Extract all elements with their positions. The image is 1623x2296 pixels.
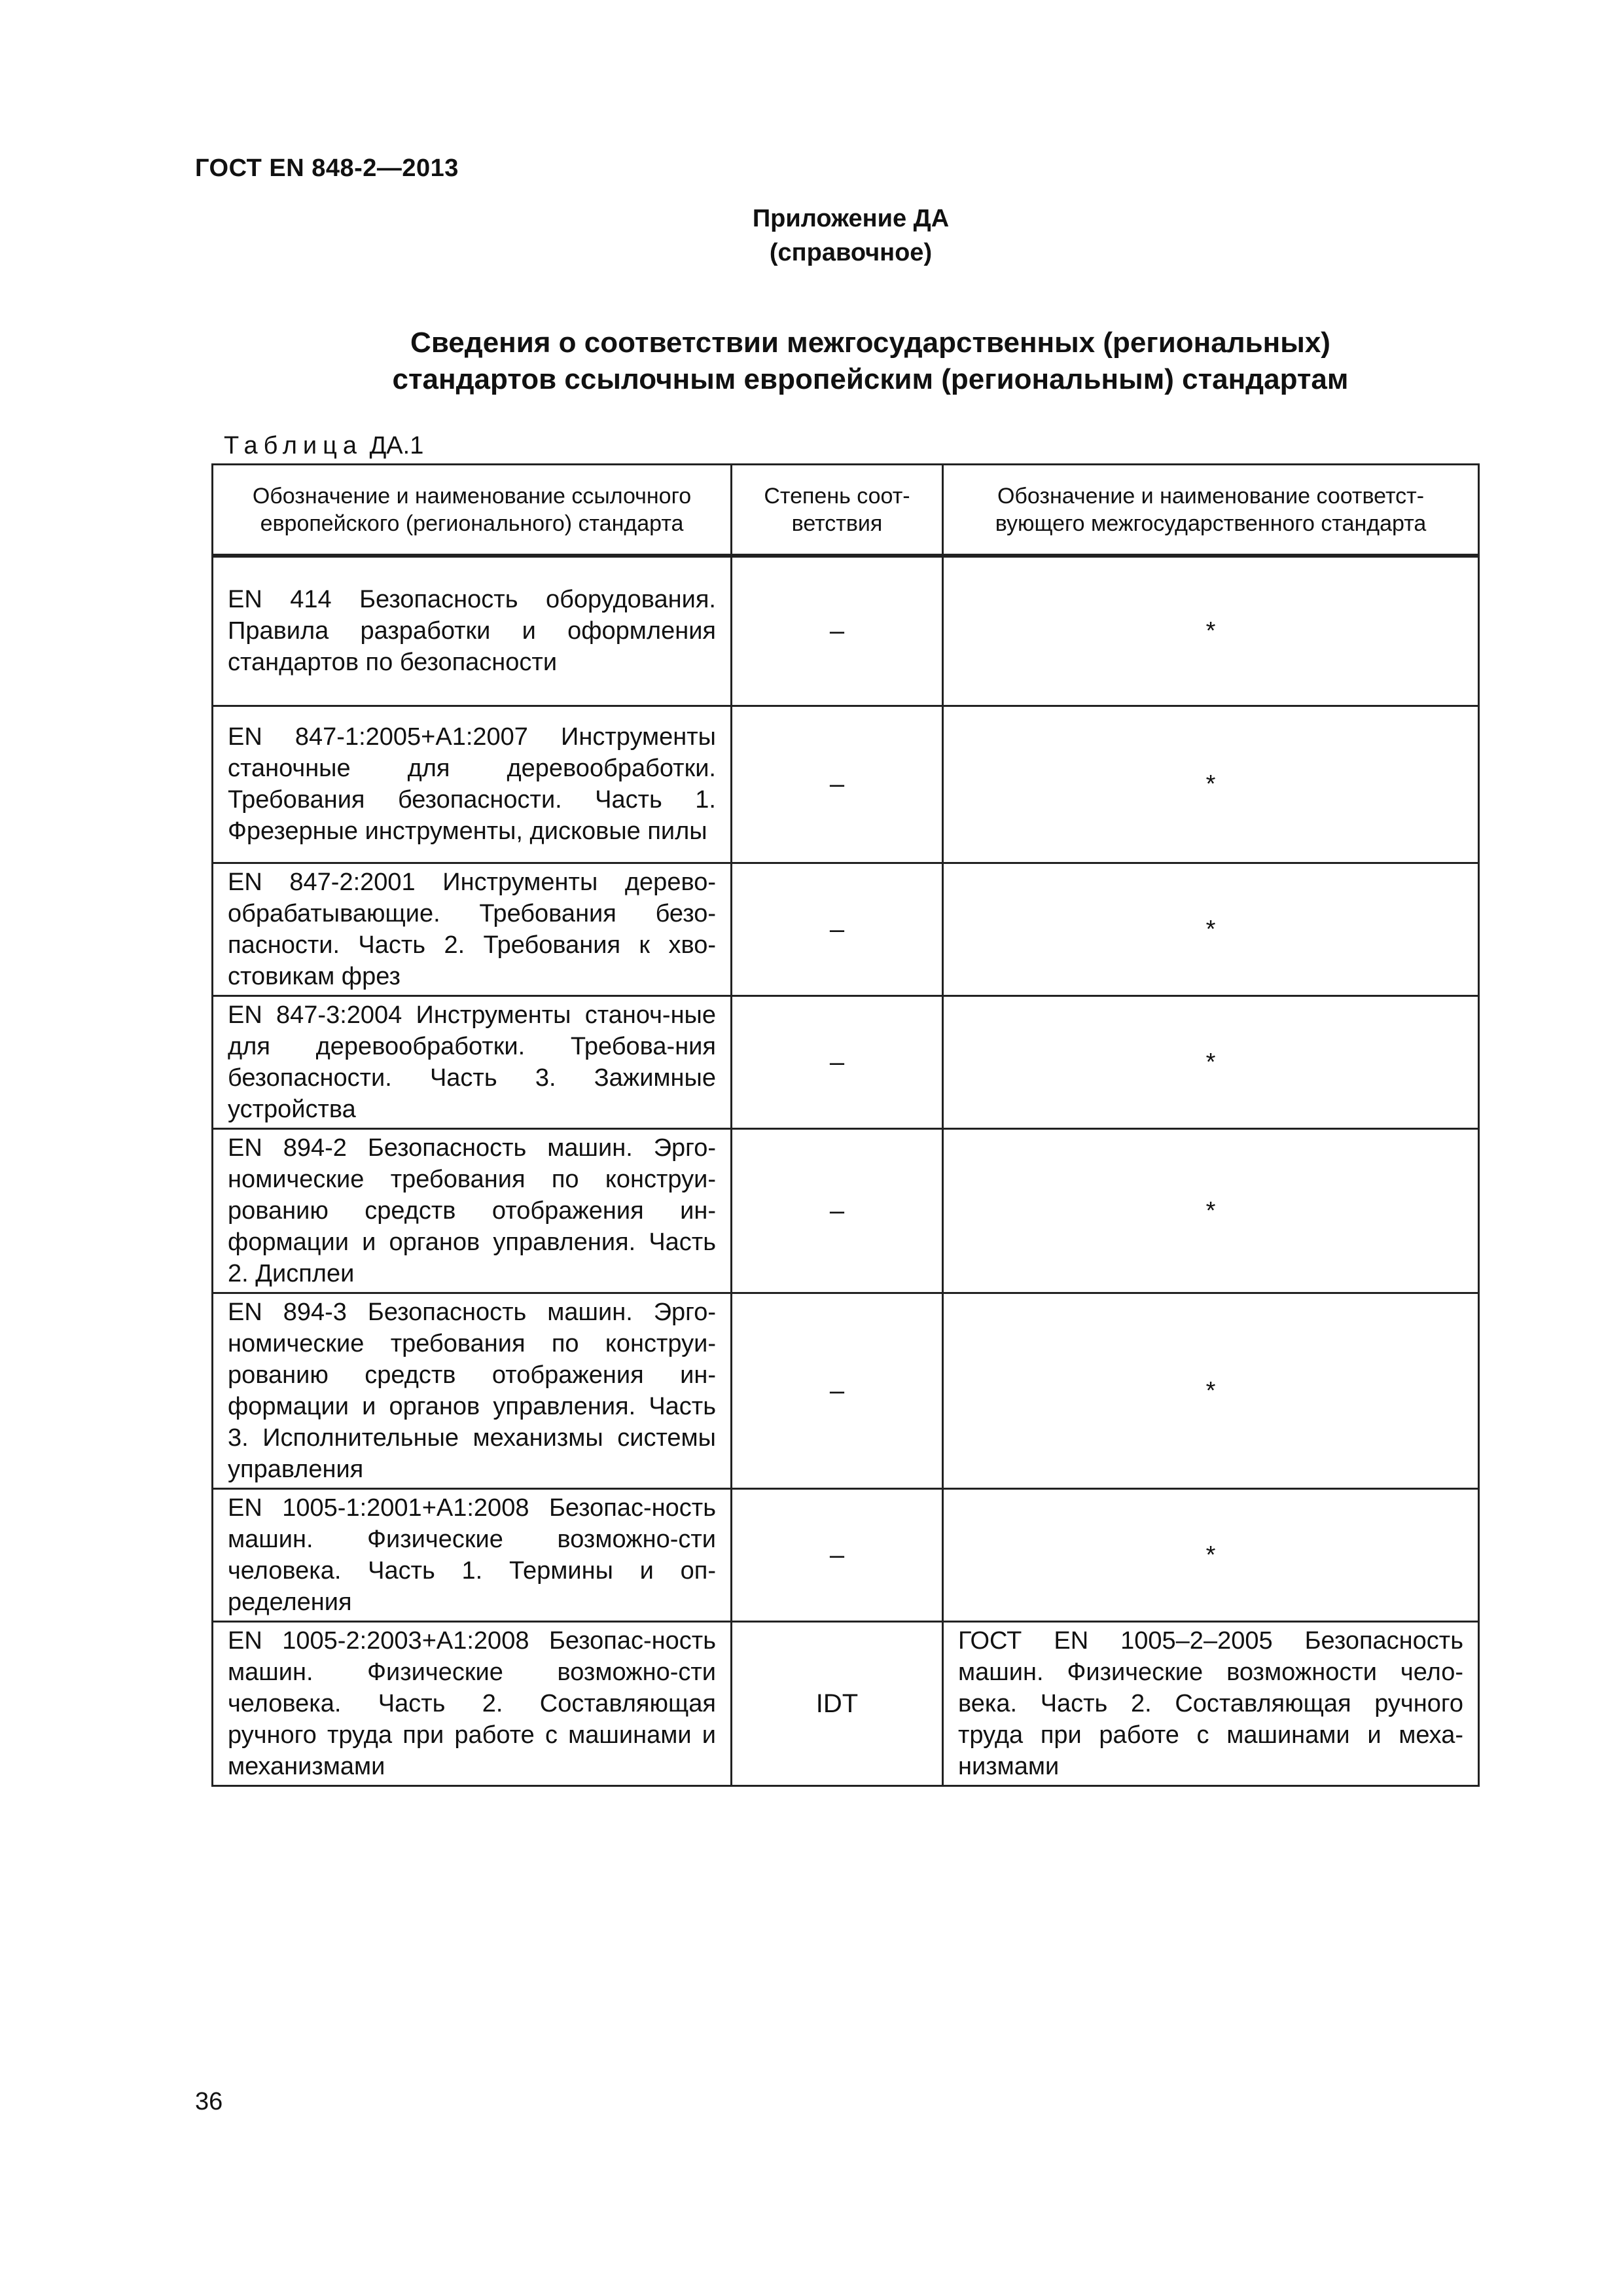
cell-degree: – [732,863,943,996]
appendix-title: Приложение ДА [752,205,950,232]
table-header-row [213,465,1479,556]
cell-degree: – [732,706,943,863]
table-row [213,1621,1479,1785]
cell-reference: EN 1005-2:2003+A1:2008 Безопас-ность машин. Физические возможно-сти человека. Часть 2. Составляющая ручного труда при работе с машинами и механизмами [213,1621,732,1785]
header-reference-standard: Обозначение и наименование ссылочного европейского (регионального) стандарта [213,465,732,556]
cell-degree: – [732,1488,943,1621]
cell-corresponding: * [943,1293,1479,1488]
cell-corresponding: * [943,706,1479,863]
section-heading [249,325,1492,398]
cell-reference: EN 894-3 Безопасность машин. Эрго-номические требования по конструи-рованию средств отображения ин-формации и органов управления. Часть 3. Исполнительные механизмы системы управления [213,1293,732,1488]
cell-degree: – [732,996,943,1128]
table-caption-id: ДА.1 [369,432,424,459]
cell-corresponding: * [943,556,1479,706]
table-row [213,556,1479,706]
cell-degree: – [732,1293,943,1488]
header-degree: Степень соот-ветствия [732,465,943,556]
table-row [213,1293,1479,1488]
cell-reference: EN 414 Безопасность оборудования. Правила разработки и оформления стандартов по безопасности [213,556,732,706]
cell-corresponding: * [943,1488,1479,1621]
cell-reference: EN 1005-1:2001+A1:2008 Безопас-ность машин. Физические возможно-сти человека. Часть 1. Термины и оп-ределения [213,1488,732,1621]
table-row [213,706,1479,863]
table-caption-word: Таблица [224,432,363,459]
heading-line-1: Сведения о соответствии межгосударственных (региональных) [410,327,1330,359]
cell-reference: EN 847-1:2005+A1:2007 Инструменты станочные для деревообработки. Требования безопасности. Часть 1. Фрезерные инструменты, дисковые пилы [213,706,732,863]
appendix-type: (справочное) [769,239,933,266]
page-number: 36 [195,2088,223,2115]
heading-line-2: стандартов ссылочным европейским (региональным) стандартам [392,363,1349,395]
appendix-block [641,202,1060,270]
cell-reference: EN 847-2:2001 Инструменты дерево-обрабатывающие. Требования безо-пасности. Часть 2. Требования к хво-стовикам фрез [213,863,732,996]
cell-reference: EN 894-2 Безопасность машин. Эрго-номические требования по конструи-рованию средств отображения ин-формации и органов управления. Часть 2. Дисплеи [213,1128,732,1293]
cell-corresponding: * [943,1128,1479,1293]
cell-corresponding: * [943,863,1479,996]
table-row [213,996,1479,1128]
cell-degree: – [732,1128,943,1293]
header-corresponding-standard: Обозначение и наименование соответст-вующего межгосударственного стандарта [943,465,1479,556]
table-caption [224,432,423,460]
document-code: ГОСТ EN 848-2—2013 [195,154,459,182]
cell-corresponding: * [943,996,1479,1128]
cell-corresponding: ГОСТ EN 1005–2–2005 Безопасность машин. Физические возможности чело-века. Часть 2. Составляющая ручного труда при работе с машинами и меха-низмами [943,1621,1479,1785]
cell-reference: EN 847-3:2004 Инструменты станоч-ные для деревообработки. Требова-ния безопасности. Часть 3. Зажимные устройства [213,996,732,1128]
cell-degree: – [732,556,943,706]
table-row [213,1128,1479,1293]
correspondence-table [211,463,1480,1787]
table-row [213,863,1479,996]
cell-degree: IDT [732,1621,943,1785]
table-row [213,1488,1479,1621]
